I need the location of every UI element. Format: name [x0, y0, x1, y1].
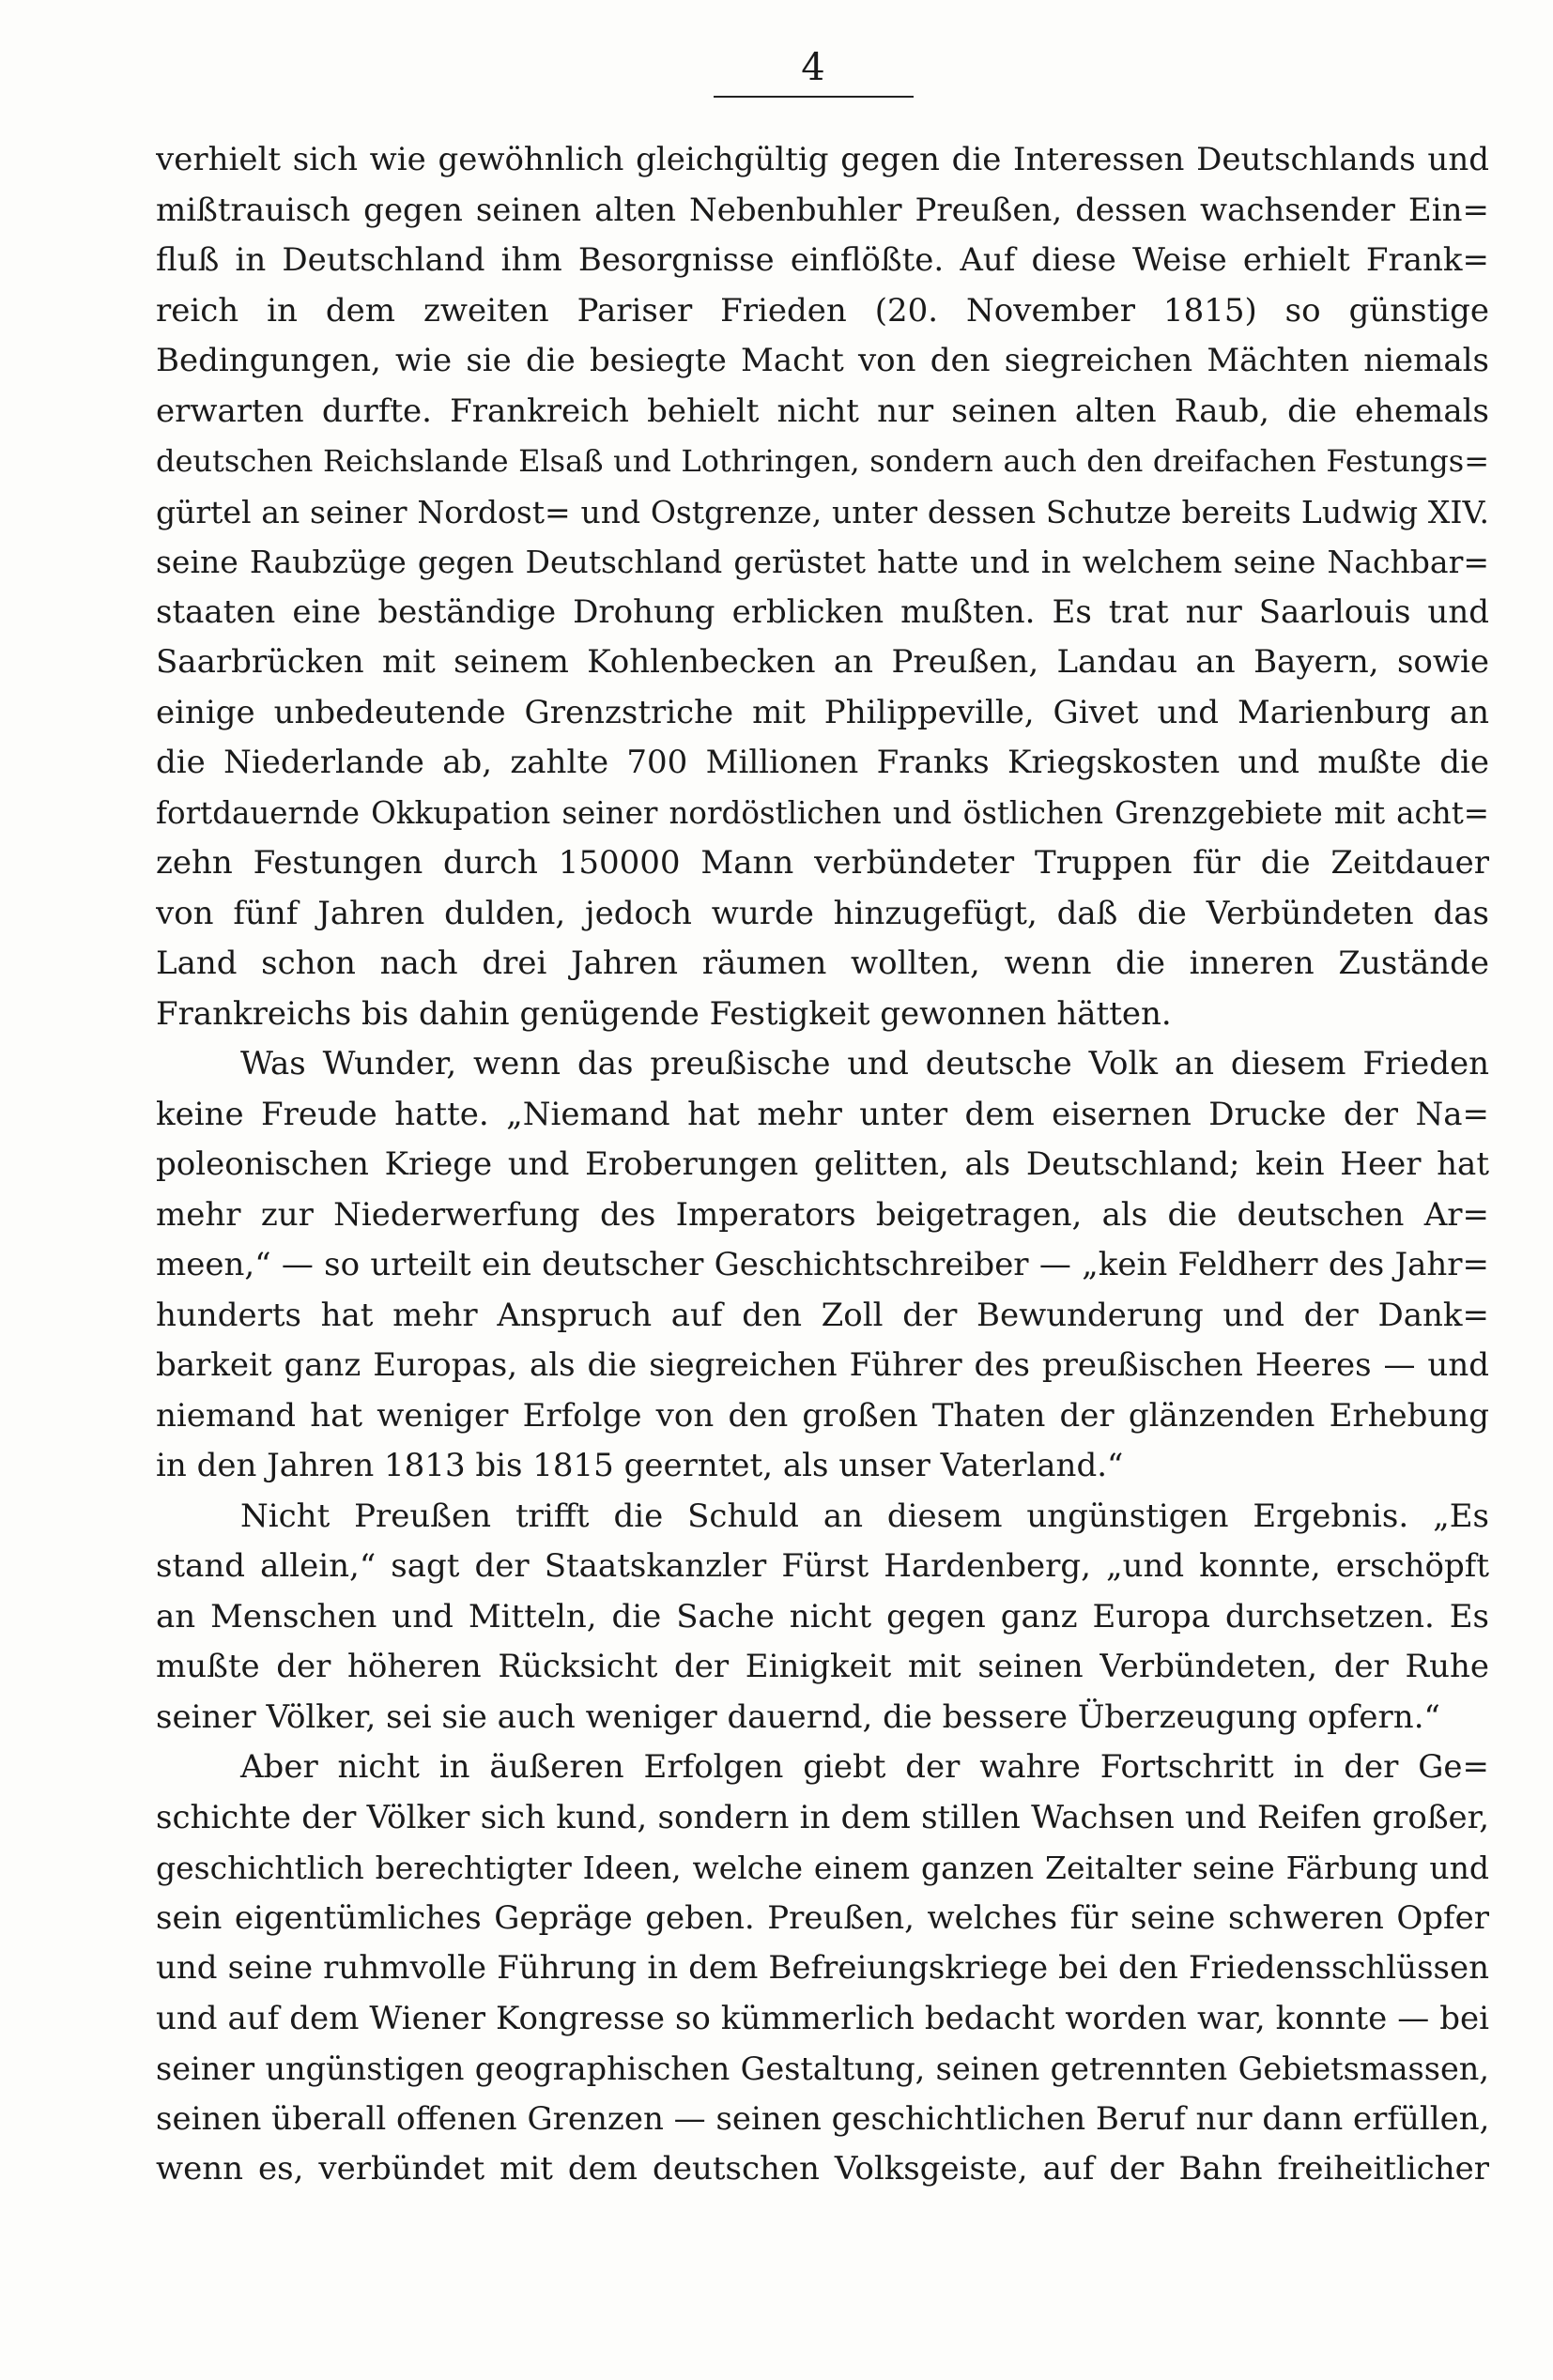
text-line: fortdauernde Okkupation seiner nordöstlichen und östlichen Grenzgebiete mit acht= — [156, 794, 1489, 831]
text-line: an Menschen und Mitteln, die Sache nicht gegen ganz Europa durchsetzen. Es — [156, 1597, 1489, 1635]
text-line: von fünf Jahren dulden, jedoch wurde hinzugefügt, daß die Verbündeten das — [156, 894, 1489, 932]
text-line: seiner ungünstigen geographischen Gestaltung, seinen getrennten Gebietsmassen, — [156, 2050, 1489, 2087]
text-line: deutschen Reichslande Elsaß und Lothringen, sondern auch den dreifachen Festungs= — [156, 443, 1489, 479]
text-line: reich in dem zweiten Pariser Frieden (20. November 1815) so günstige — [156, 291, 1489, 330]
text-line: mißtrauisch gegen seinen alten Nebenbuhler Preußen, dessen wachsender Ein= — [156, 191, 1489, 229]
text-line: verhielt sich wie gewöhnlich gleichgültig gegen die Interessen Deutschlands und — [156, 141, 1489, 178]
text-line: poleonischen Kriege und Eroberungen gelitten, als Deutschland; kein Heer hat — [156, 1145, 1489, 1183]
text-line: und auf dem Wiener Kongresse so kümmerlich bedacht worden war, konnte — bei — [156, 1999, 1489, 2037]
text-line: und seine ruhmvolle Führung in dem Befreiungskriege bei den Friedensschlüssen — [156, 1949, 1489, 1987]
text-line: fluß in Deutschland ihm Besorgnisse einflößte. Auf diese Weise erhielt Frank= — [156, 241, 1489, 279]
text-line: Saarbrücken mit seinem Kohlenbecken an Preußen, Landau an Bayern, sowie — [156, 643, 1489, 681]
text-line: keine Freude hatte. „Niemand hat mehr unter dem eisernen Drucke der Na= — [156, 1095, 1489, 1133]
text-line: erwarten durfte. Frankreich behielt nicht nur seinen alten Raub, die ehemals — [156, 392, 1489, 430]
text-line: niemand hat weniger Erfolge von den großen Thaten der glänzenden Erhebung — [156, 1396, 1489, 1435]
text-line: seiner Völker, sei sie auch weniger dauernd, die bessere Überzeugung opfern.“ — [156, 1697, 1440, 1736]
text-line: mehr zur Niederwerfung des Imperators beigetragen, als die deutschen Ar= — [156, 1195, 1489, 1234]
text-line: sein eigentümliches Gepräge geben. Preußen, welches für seine schweren Opfer — [156, 1898, 1489, 1937]
page-number-rule — [714, 96, 914, 98]
page-number: 4 — [801, 46, 825, 89]
text-line: in den Jahren 1813 bis 1815 geerntet, als unser Vaterland.“ — [156, 1447, 1124, 1484]
text-line: Aber nicht in äußeren Erfolgen giebt der wahre Fortschritt in der Ge= — [240, 1748, 1489, 1786]
text-line: schichte der Völker sich kund, sondern in dem stillen Wachsen und Reifen großer, — [156, 1798, 1489, 1836]
text-line: mußte der höheren Rücksicht der Einigkeit mit seinen Verbündeten, der Ruhe — [156, 1648, 1489, 1685]
text-line: Bedingungen, wie sie die besiegte Macht von den siegreichen Mächten niemals — [156, 342, 1489, 379]
text-line: Frankreichs bis dahin genügende Festigkeit gewonnen hätten. — [156, 994, 1172, 1033]
text-line: seinen überall offenen Grenzen — seinen geschichtlichen Beruf nur dann erfüllen, — [156, 2099, 1489, 2138]
body-text — [156, 135, 1489, 2195]
text-line: stand allein,“ sagt der Staatskanzler Fürst Hardenberg, „und konnte, erschöpft — [156, 1547, 1489, 1585]
text-line: einige unbedeutende Grenzstriche mit Philippeville, Givet und Marienburg an — [156, 693, 1489, 731]
text-line: seine Raubzüge gegen Deutschland gerüstet hatte und in welchem seine Nachbar= — [156, 544, 1489, 580]
text-line: zehn Festungen durch 150000 Mann verbündeter Truppen für die Zeitdauer — [156, 844, 1489, 882]
text-line: Was Wunder, wenn das preußische und deutsche Volk an diesem Frieden — [240, 1045, 1489, 1083]
text-line: Nicht Preußen trifft die Schuld an diesem ungünstigen Ergebnis. „Es — [240, 1497, 1489, 1535]
text-line: meen,“ — so urteilt ein deutscher Geschichtschreiber — „kein Feldherr des Jahr= — [156, 1246, 1489, 1283]
text-line: wenn es, verbündet mit dem deutschen Volksgeiste, auf der Bahn freiheitlicher — [156, 2150, 1489, 2188]
text-line: barkeit ganz Europas, als die siegreichen Führer des preußischen Heeres — und — [156, 1346, 1489, 1384]
text-line: gürtel an seiner Nordost= und Ostgrenze, unter dessen Schutze bereits Ludwig XIV. — [156, 493, 1489, 530]
text-line: staaten eine beständige Drohung erblicken mußten. Es trat nur Saarlouis und — [156, 592, 1489, 631]
text-line: geschichtlich berechtigter Ideen, welche einem ganzen Zeitalter seine Färbung und — [156, 1850, 1489, 1886]
text-line: Land schon nach drei Jahren räumen wollten, wenn die inneren Zustände — [156, 944, 1489, 982]
text-line: die Niederlande ab, zahlte 700 Millionen Franks Kriegskosten und mußte die — [156, 744, 1489, 781]
text-line: hunderts hat mehr Anspruch auf den Zoll der Bewunderung und der Dank= — [156, 1296, 1489, 1334]
